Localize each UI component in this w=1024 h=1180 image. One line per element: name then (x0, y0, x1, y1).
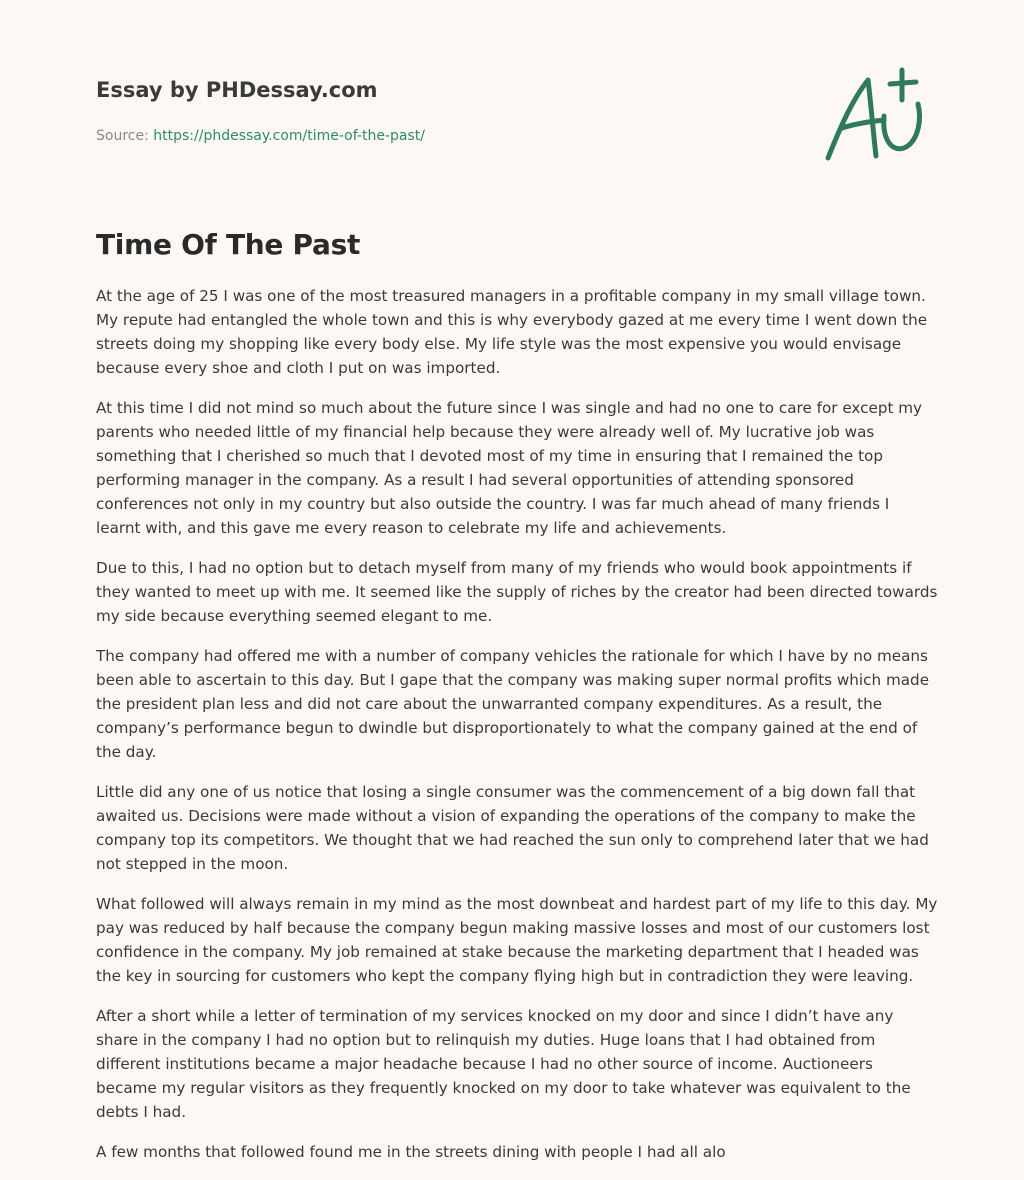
site-title: Essay by PHDessay.com (96, 78, 378, 102)
essay-paragraph: At the age of 25 I was one of the most treasured managers in a profitable company in my small village town. My repute had entangled the whole town and this is why everybody gazed at me every time I went down the streets doing my shopping like every body else. My life style was the most expensive you would envisage because every shoe and cloth I put on was imported. (96, 287, 928, 377)
source-label: Source: (96, 128, 149, 144)
essay-paragraph: The company had offered me with a number of company vehicles the rationale for which I have by no means been able to ascertain to this day. But I gape that the company was making super normal profits which made the president plan less and did not care about the unwarranted company expenditures. As a result, the company’s performance begun to dwindle but disproportionately to what the company gained at the end of the day. (96, 647, 930, 761)
essay-body (96, 284, 938, 1180)
essay-paragraph: At this time I did not mind so much about the future since I was single and had no one to care for except my parents who needed little of my financial help because they were already well of. My lucrative job was something that I cherished so much that I devoted most of my time in ensuring that I remained the top performing manager in the company. As a result I had several opportunities of attending sponsored conferences not only in my country but also outside the country. I was far much ahead of many friends I learnt with, and this gave me every reason to celebrate my life and achievements. (96, 399, 923, 537)
essay-title: Time Of The Past (96, 228, 361, 261)
essay-paragraph: What followed will always remain in my mind as the most downbeat and hardest part of my life to this day. My pay was reduced by half because the company begun making massive losses and most of our customers lost confidence in the company. My job remained at stake because the marketing department that I headed was the key in sourcing for customers who kept the company flying high but in contradiction they were leaving. (96, 895, 938, 985)
essay-paragraph: Little did any one of us notice that losing a single consumer was the commencement of a big down fall that awaited us. Decisions were made without a vision of expanding the operations of the company to make the company top its competitors. We thought that we had reached the sun only to comprehend later that we had not stepped in the moon. (96, 783, 929, 873)
a-plus-grade-icon (818, 64, 934, 168)
source-link[interactable]: https://phdessay.com/time-of-the-past/ (153, 128, 425, 144)
source-line (96, 126, 796, 146)
essay-paragraph: Due to this, I had no option but to detach myself from many of my friends who would book appointments if they wanted to meet up with me. It seemed like the supply of riches by the creator had been directed towards my side because everything seemed elegant to me. (96, 559, 938, 625)
essay-paragraph: After a short while a letter of termination of my services knocked on my door and since I didn’t have any share in the company I had no option but to relinquish my duties. Huge loans that I had obtained from different institutions became a major headache because I had no other source of income. Auctioneers became my regular visitors as they frequently knocked on my door to take whatever was equivalent to the debts I had. (96, 1007, 911, 1121)
essay-header (96, 76, 796, 146)
essay-paragraph: A few months that followed found me in the streets dining with people I had all alo (96, 1143, 726, 1161)
